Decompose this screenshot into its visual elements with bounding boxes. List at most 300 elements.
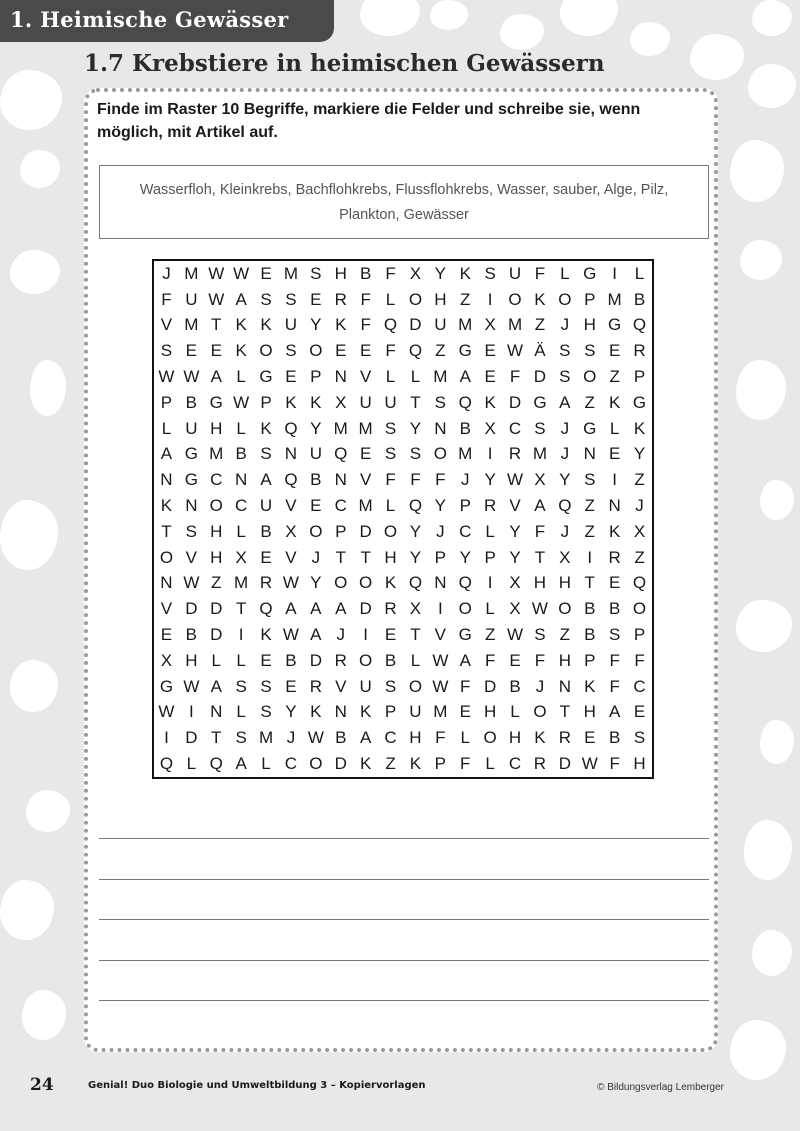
grid-cell[interactable]: Y	[509, 521, 521, 541]
grid-cell[interactable]: F	[534, 650, 546, 670]
grid-cell[interactable]: X	[559, 547, 571, 567]
grid-cell[interactable]: N	[334, 367, 347, 387]
grid-cell[interactable]: N	[235, 470, 248, 490]
grid-cell[interactable]: W	[208, 263, 225, 283]
grid-cell[interactable]: V	[160, 599, 173, 619]
grid-cell[interactable]: E	[310, 289, 322, 309]
grid-cell[interactable]: N	[334, 470, 347, 490]
grid-cell[interactable]: R	[608, 547, 621, 567]
grid-cell[interactable]: F	[360, 289, 371, 309]
grid-cell[interactable]: X	[285, 521, 297, 541]
grid-cell[interactable]: Y	[434, 496, 447, 516]
grid-cell[interactable]: E	[185, 341, 198, 361]
grid-cell[interactable]: D	[484, 676, 497, 696]
grid-cell[interactable]: G	[608, 315, 622, 335]
grid-cell[interactable]: U	[309, 444, 322, 464]
grid-cell[interactable]: E	[359, 444, 372, 464]
grid-cell[interactable]: Z	[460, 289, 471, 309]
grid-cell[interactable]: B	[335, 728, 347, 748]
grid-cell[interactable]: K	[534, 289, 546, 309]
grid-cell[interactable]: Q	[632, 573, 647, 593]
grid-cell[interactable]: C	[334, 496, 347, 516]
grid-cell[interactable]: M	[234, 573, 249, 593]
grid-cell[interactable]: K	[484, 392, 496, 412]
grid-cell[interactable]: S	[384, 444, 397, 464]
grid-cell[interactable]: Y	[409, 547, 422, 567]
grid-cell[interactable]: V	[285, 496, 297, 516]
grid-cell[interactable]: T	[235, 599, 247, 619]
grid-cell[interactable]: Y	[409, 418, 422, 438]
grid-cell[interactable]: W	[233, 263, 250, 283]
grid-cell[interactable]: U	[359, 392, 372, 412]
grid-cell[interactable]: Z	[484, 625, 496, 645]
grid-cell[interactable]: Z	[211, 573, 222, 593]
grid-cell[interactable]: O	[558, 599, 572, 619]
grid-cell[interactable]: Q	[408, 496, 423, 516]
grid-cell[interactable]: K	[608, 521, 621, 541]
grid-cell[interactable]: P	[434, 754, 447, 774]
grid-cell[interactable]: E	[310, 496, 322, 516]
grid-cell[interactable]: C	[508, 418, 522, 438]
grid-cell[interactable]: H	[210, 521, 223, 541]
grid-cell[interactable]: L	[385, 367, 396, 387]
grid-cell[interactable]: B	[359, 263, 372, 283]
grid-cell[interactable]: B	[509, 676, 521, 696]
grid-cell[interactable]: W	[507, 625, 524, 645]
answer-line[interactable]	[99, 879, 709, 880]
grid-cell[interactable]: S	[559, 367, 571, 387]
grid-cell[interactable]: J	[286, 728, 296, 748]
grid-cell[interactable]: A	[210, 676, 222, 696]
grid-cell[interactable]: M	[433, 702, 448, 722]
grid-cell[interactable]: L	[510, 702, 520, 722]
grid-cell[interactable]: H	[185, 650, 198, 670]
grid-cell[interactable]: R	[484, 496, 497, 516]
grid-cell[interactable]: H	[334, 263, 347, 283]
grid-cell[interactable]: W	[507, 470, 524, 490]
grid-cell[interactable]: O	[558, 289, 572, 309]
grid-cell[interactable]: N	[434, 418, 447, 438]
grid-cell[interactable]: S	[260, 444, 272, 464]
grid-cell[interactable]: G	[259, 367, 273, 387]
grid-cell[interactable]: E	[509, 650, 521, 670]
grid-cell[interactable]: G	[533, 392, 547, 412]
grid-cell[interactable]: K	[335, 315, 347, 335]
grid-cell[interactable]: T	[534, 547, 546, 567]
grid-cell[interactable]: G	[583, 418, 597, 438]
grid-cell[interactable]: K	[260, 315, 272, 335]
grid-cell[interactable]: B	[285, 650, 297, 670]
grid-cell[interactable]: K	[160, 496, 173, 516]
grid-cell[interactable]: O	[408, 676, 423, 696]
grid-cell[interactable]: E	[285, 676, 297, 696]
grid-cell[interactable]: P	[459, 496, 471, 516]
grid-cell[interactable]: M	[607, 289, 622, 309]
grid-cell[interactable]: A	[285, 599, 297, 619]
grid-cell[interactable]: G	[184, 470, 198, 490]
grid-cell[interactable]: F	[460, 676, 471, 696]
grid-cell[interactable]: N	[558, 676, 571, 696]
grid-cell[interactable]: T	[410, 625, 421, 645]
grid-cell[interactable]: X	[335, 392, 347, 412]
grid-cell[interactable]: H	[384, 547, 397, 567]
grid-cell[interactable]: L	[236, 367, 246, 387]
grid-cell[interactable]: K	[608, 392, 621, 412]
grid-cell[interactable]: D	[334, 754, 347, 774]
grid-cell[interactable]: P	[584, 650, 596, 670]
grid-cell[interactable]: W	[507, 341, 524, 361]
grid-cell[interactable]: H	[434, 289, 447, 309]
grid-cell[interactable]: M	[184, 315, 199, 335]
grid-cell[interactable]: W	[158, 367, 175, 387]
grid-cell[interactable]: F	[385, 341, 396, 361]
grid-cell[interactable]: W	[581, 754, 598, 774]
grid-cell[interactable]: L	[385, 289, 396, 309]
grid-cell[interactable]: N	[284, 444, 298, 464]
grid-cell[interactable]: X	[534, 470, 546, 490]
grid-cell[interactable]: Q	[334, 444, 348, 464]
grid-cell[interactable]: A	[160, 444, 173, 464]
grid-cell[interactable]: M	[283, 263, 299, 283]
grid-cell[interactable]: B	[235, 444, 247, 464]
grid-cell[interactable]: W	[233, 392, 250, 412]
grid-cell[interactable]: U	[508, 263, 522, 283]
grid-cell[interactable]: B	[459, 418, 471, 438]
grid-cell[interactable]: C	[235, 496, 248, 516]
grid-cell[interactable]: B	[310, 470, 322, 490]
grid-cell[interactable]: E	[484, 367, 496, 387]
grid-cell[interactable]: S	[310, 263, 322, 283]
grid-cell[interactable]: S	[608, 625, 621, 645]
grid-cell[interactable]: N	[608, 496, 621, 516]
grid-cell[interactable]: H	[508, 728, 522, 748]
grid-cell[interactable]: S	[559, 341, 571, 361]
grid-cell[interactable]: R	[334, 289, 347, 309]
grid-cell[interactable]: T	[410, 392, 421, 412]
grid-cell[interactable]: R	[384, 599, 397, 619]
grid-cell[interactable]: H	[583, 315, 596, 335]
grid-cell[interactable]: T	[211, 315, 222, 335]
grid-cell[interactable]: L	[560, 263, 570, 283]
grid-cell[interactable]: S	[534, 625, 546, 645]
grid-cell[interactable]: S	[384, 418, 397, 438]
grid-cell[interactable]: Z	[534, 315, 546, 335]
grid-cell[interactable]: R	[508, 444, 522, 464]
grid-cell[interactable]: E	[459, 702, 471, 722]
answer-line[interactable]	[99, 838, 709, 839]
grid-cell[interactable]: Y	[310, 573, 322, 593]
grid-cell[interactable]: S	[285, 341, 297, 361]
grid-cell[interactable]: D	[359, 521, 372, 541]
grid-cell[interactable]: D	[508, 392, 522, 412]
grid-cell[interactable]: K	[584, 676, 596, 696]
grid-cell[interactable]: D	[210, 599, 223, 619]
grid-cell[interactable]: J	[311, 547, 321, 567]
grid-cell[interactable]: E	[260, 263, 272, 283]
grid-cell[interactable]: T	[335, 547, 346, 567]
grid-cell[interactable]: F	[609, 650, 620, 670]
grid-cell[interactable]: U	[185, 289, 198, 309]
grid-cell[interactable]: S	[434, 392, 447, 412]
grid-cell[interactable]: L	[186, 754, 197, 774]
grid-cell[interactable]: P	[584, 289, 596, 309]
grid-cell[interactable]: P	[384, 702, 397, 722]
grid-cell[interactable]: N	[434, 573, 447, 593]
grid-cell[interactable]: J	[535, 676, 545, 696]
grid-cell[interactable]: R	[633, 341, 646, 361]
grid-cell[interactable]: I	[487, 289, 493, 309]
grid-cell[interactable]: E	[260, 650, 272, 670]
grid-cell[interactable]: I	[587, 547, 593, 567]
grid-cell[interactable]: H	[210, 547, 223, 567]
grid-cell[interactable]: E	[260, 547, 272, 567]
grid-cell[interactable]: J	[635, 496, 644, 516]
grid-cell[interactable]: P	[633, 625, 646, 645]
grid-cell[interactable]: M	[258, 728, 274, 748]
grid-cell[interactable]: V	[285, 547, 297, 567]
grid-cell[interactable]: W	[208, 289, 225, 309]
grid-cell[interactable]: O	[583, 367, 597, 387]
grid-cell[interactable]: W	[531, 599, 548, 619]
grid-cell[interactable]: C	[459, 521, 472, 541]
grid-cell[interactable]: L	[485, 521, 495, 541]
answer-line[interactable]	[99, 960, 709, 961]
grid-cell[interactable]: I	[238, 625, 244, 645]
grid-cell[interactable]: X	[509, 599, 521, 619]
grid-cell[interactable]: V	[359, 367, 372, 387]
grid-cell[interactable]: L	[485, 754, 495, 774]
grid-cell[interactable]: M	[532, 444, 548, 464]
grid-cell[interactable]: S	[534, 418, 546, 438]
grid-cell[interactable]: L	[410, 367, 421, 387]
grid-cell[interactable]: E	[210, 341, 222, 361]
grid-cell[interactable]: K	[633, 418, 646, 438]
grid-cell[interactable]: Q	[458, 392, 472, 412]
grid-cell[interactable]: Y	[484, 470, 496, 490]
grid-cell[interactable]: R	[309, 676, 322, 696]
grid-cell[interactable]: Z	[584, 392, 595, 412]
grid-cell[interactable]: R	[259, 573, 273, 593]
grid-cell[interactable]: I	[188, 702, 194, 722]
grid-cell[interactable]: E	[484, 341, 496, 361]
grid-cell[interactable]: Q	[284, 418, 298, 438]
grid-cell[interactable]: Y	[633, 444, 646, 464]
grid-cell[interactable]: B	[608, 599, 621, 619]
grid-cell[interactable]: Q	[284, 470, 298, 490]
grid-cell[interactable]: N	[160, 470, 173, 490]
grid-cell[interactable]: O	[483, 728, 497, 748]
grid-cell[interactable]: D	[359, 599, 372, 619]
grid-cell[interactable]: K	[359, 754, 372, 774]
grid-cell[interactable]: W	[307, 728, 324, 748]
grid-cell[interactable]: O	[334, 573, 348, 593]
grid-cell[interactable]: G	[209, 392, 223, 412]
grid-cell[interactable]: P	[160, 392, 173, 412]
grid-cell[interactable]: P	[633, 367, 646, 387]
grid-cell[interactable]: L	[161, 418, 172, 438]
grid-cell[interactable]: S	[185, 521, 198, 541]
grid-cell[interactable]: U	[434, 315, 447, 335]
grid-cell[interactable]: I	[487, 573, 493, 593]
grid-cell[interactable]: W	[158, 702, 175, 722]
grid-cell[interactable]: J	[560, 418, 570, 438]
grid-cell[interactable]: X	[509, 573, 521, 593]
grid-cell[interactable]: O	[309, 521, 323, 541]
grid-cell[interactable]: A	[310, 625, 322, 645]
grid-cell[interactable]: L	[261, 754, 271, 774]
grid-cell[interactable]: E	[160, 625, 173, 645]
grid-cell[interactable]: Z	[435, 341, 446, 361]
grid-cell[interactable]: N	[210, 702, 223, 722]
grid-cell[interactable]: D	[185, 599, 198, 619]
grid-cell[interactable]: K	[260, 418, 272, 438]
grid-cell[interactable]: L	[211, 650, 221, 670]
grid-cell[interactable]: B	[608, 728, 621, 748]
grid-cell[interactable]: S	[260, 702, 272, 722]
grid-cell[interactable]: W	[282, 625, 299, 645]
grid-cell[interactable]: X	[409, 599, 422, 619]
grid-cell[interactable]: Q	[458, 573, 472, 593]
grid-cell[interactable]: L	[460, 728, 470, 748]
answer-line[interactable]	[99, 1000, 709, 1001]
grid-cell[interactable]: M	[458, 444, 473, 464]
grid-cell[interactable]: I	[437, 599, 443, 619]
grid-cell[interactable]: P	[434, 547, 447, 567]
grid-cell[interactable]: R	[334, 650, 347, 670]
grid-cell[interactable]: H	[583, 702, 596, 722]
grid-cell[interactable]: B	[584, 599, 596, 619]
grid-cell[interactable]: H	[210, 418, 223, 438]
grid-cell[interactable]: C	[284, 754, 298, 774]
grid-cell[interactable]: K	[235, 341, 247, 361]
grid-cell[interactable]: W	[183, 367, 200, 387]
grid-cell[interactable]: I	[612, 470, 617, 490]
grid-cell[interactable]: A	[235, 754, 247, 774]
grid-cell[interactable]: X	[633, 521, 646, 541]
grid-cell[interactable]: F	[634, 650, 645, 670]
grid-cell[interactable]: F	[534, 263, 546, 283]
grid-cell[interactable]: S	[160, 341, 173, 361]
grid-cell[interactable]: A	[534, 496, 546, 516]
grid-cell[interactable]: J	[336, 625, 345, 645]
grid-cell[interactable]: T	[584, 573, 595, 593]
grid-cell[interactable]: W	[432, 650, 449, 670]
grid-cell[interactable]: T	[360, 547, 371, 567]
grid-cell[interactable]: Y	[409, 521, 422, 541]
grid-cell[interactable]: K	[534, 728, 546, 748]
grid-cell[interactable]: U	[409, 702, 422, 722]
grid-cell[interactable]: D	[533, 367, 547, 387]
answer-line[interactable]	[99, 919, 709, 920]
grid-cell[interactable]: N	[185, 496, 198, 516]
grid-cell[interactable]: F	[360, 315, 371, 335]
grid-cell[interactable]: M	[209, 444, 224, 464]
grid-cell[interactable]: J	[560, 315, 570, 335]
grid-cell[interactable]: J	[560, 521, 570, 541]
grid-cell[interactable]: L	[410, 650, 421, 670]
grid-cell[interactable]: S	[409, 444, 422, 464]
grid-cell[interactable]: B	[185, 392, 198, 412]
grid-cell[interactable]: S	[260, 676, 272, 696]
grid-cell[interactable]: Z	[634, 470, 645, 490]
grid-cell[interactable]: A	[335, 599, 347, 619]
grid-cell[interactable]: Z	[634, 547, 645, 567]
grid-cell[interactable]: K	[260, 625, 272, 645]
grid-cell[interactable]: S	[235, 728, 247, 748]
grid-cell[interactable]: M	[358, 418, 373, 438]
grid-cell[interactable]: Q	[159, 754, 174, 774]
grid-cell[interactable]: K	[310, 392, 322, 412]
grid-cell[interactable]: O	[309, 754, 323, 774]
grid-cell[interactable]: Z	[609, 367, 620, 387]
grid-cell[interactable]: D	[558, 754, 571, 774]
grid-cell[interactable]: L	[634, 263, 645, 283]
grid-cell[interactable]: H	[409, 728, 422, 748]
grid-cell[interactable]: S	[285, 289, 297, 309]
grid-cell[interactable]: F	[161, 289, 172, 309]
grid-cell[interactable]: E	[633, 702, 646, 722]
grid-cell[interactable]: Y	[310, 315, 322, 335]
grid-cell[interactable]: Q	[408, 573, 423, 593]
grid-cell[interactable]: X	[160, 650, 173, 670]
grid-cell[interactable]: Q	[383, 315, 398, 335]
grid-cell[interactable]: X	[484, 418, 496, 438]
grid-cell[interactable]: K	[409, 754, 422, 774]
grid-cell[interactable]: S	[584, 470, 596, 490]
grid-cell[interactable]: H	[558, 573, 571, 593]
grid-cell[interactable]: Y	[509, 547, 521, 567]
grid-cell[interactable]: D	[185, 728, 198, 748]
grid-cell[interactable]: A	[608, 702, 621, 722]
grid-cell[interactable]: T	[161, 521, 172, 541]
grid-cell[interactable]: E	[608, 573, 621, 593]
grid-cell[interactable]: F	[609, 754, 620, 774]
grid-cell[interactable]: O	[159, 547, 174, 567]
grid-cell[interactable]: C	[210, 470, 223, 490]
grid-cell[interactable]: Q	[259, 599, 273, 619]
grid-cell[interactable]: R	[533, 754, 547, 774]
grid-cell[interactable]: J	[560, 444, 570, 464]
grid-cell[interactable]: C	[633, 676, 646, 696]
grid-cell[interactable]: U	[284, 315, 298, 335]
grid-cell[interactable]: G	[458, 341, 472, 361]
grid-cell[interactable]: B	[260, 521, 272, 541]
grid-cell[interactable]: S	[384, 676, 397, 696]
grid-cell[interactable]: B	[384, 650, 397, 670]
grid-cell[interactable]: F	[435, 470, 446, 490]
grid-cell[interactable]: Q	[408, 341, 423, 361]
grid-cell[interactable]: Z	[584, 496, 595, 516]
grid-cell[interactable]: G	[583, 263, 597, 283]
grid-cell[interactable]: F	[460, 754, 471, 774]
grid-cell[interactable]: E	[584, 728, 596, 748]
grid-cell[interactable]: X	[235, 547, 247, 567]
grid-cell[interactable]: L	[385, 496, 396, 516]
grid-cell[interactable]: M	[358, 496, 373, 516]
grid-cell[interactable]: Y	[459, 547, 471, 567]
grid-cell[interactable]: E	[384, 625, 397, 645]
grid-cell[interactable]: Z	[584, 521, 595, 541]
grid-cell[interactable]: Y	[559, 470, 571, 490]
grid-cell[interactable]: J	[436, 521, 445, 541]
grid-cell[interactable]: K	[384, 573, 397, 593]
grid-cell[interactable]: I	[164, 728, 169, 748]
grid-cell[interactable]: X	[409, 263, 422, 283]
grid-cell[interactable]: J	[162, 263, 171, 283]
grid-cell[interactable]: V	[160, 315, 173, 335]
grid-cell[interactable]: U	[259, 496, 273, 516]
grid-cell[interactable]: A	[459, 650, 471, 670]
